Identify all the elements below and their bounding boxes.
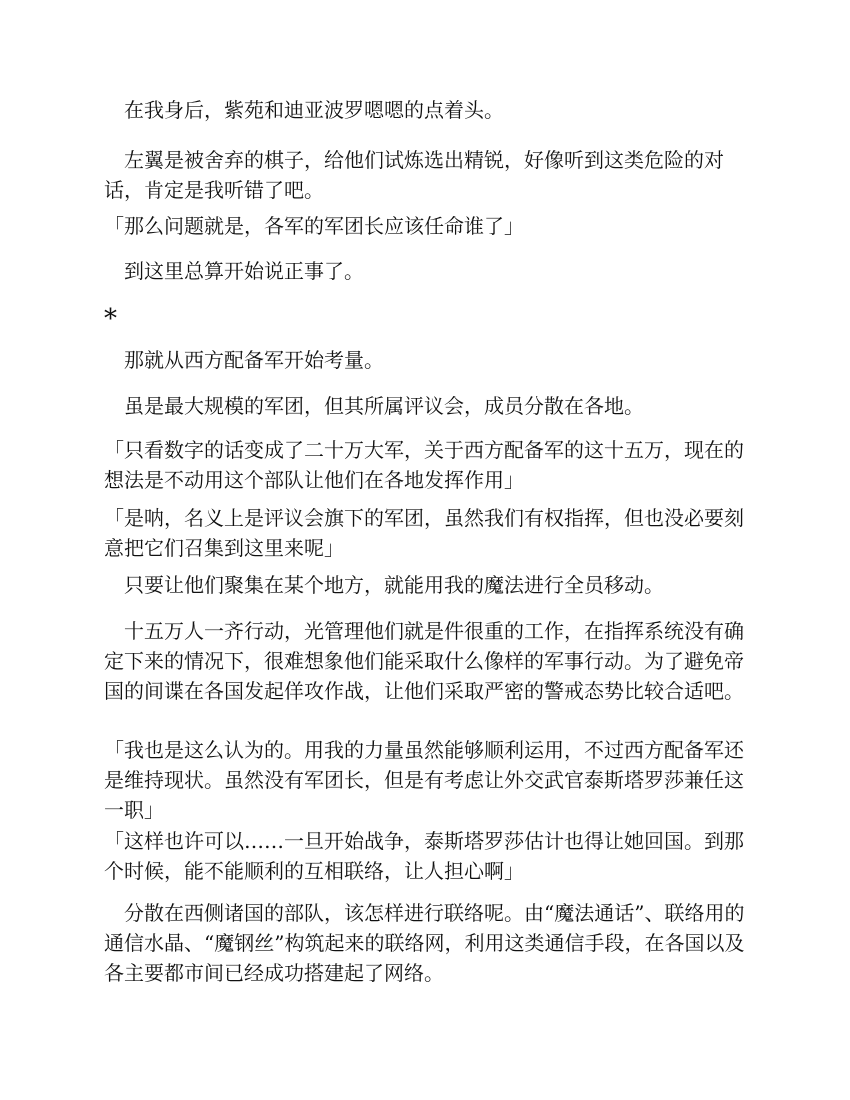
paragraph-4: 到这里总算开始说正事了。 [124,259,364,283]
paragraph-6: 虽是最大规模的军团，但其所属评议会，成员分散在各地。 [124,394,644,418]
paragraph-11-dialogue: 「我也是这么认为的。用我的力量虽然能够顺利运用，不过西方配备军还是维持现状。虽然没有军团长，但是有考虑让外交武官泰斯塔罗莎兼任这一职」 [104,738,744,822]
paragraph-8-dialogue: 「是呐，名义上是评议会旗下的军团，虽然我们有权指挥，但也没必要刻意把它们召集到这里来呢」 [104,506,744,560]
paragraph-5: 那就从西方配备军开始考量。 [124,348,384,372]
paragraph-7-dialogue: 「只看数字的话变成了二十万大军，关于西方配备军的这十五万，现在的想法是不动用这个部队让他们在各地发挥作用」 [104,438,744,492]
paragraph-3-dialogue: 「那么问题就是，各军的军团长应该任命谁了」 [104,214,524,238]
paragraph-1: 在我身后，紫苑和迪亚波罗嗯嗯的点着头。 [124,98,504,122]
paragraph-10: 十五万人一齐行动，光管理他们就是件很重的工作，在指挥系统没有确定下来的情况下，很难想象他们能采取什么像样的军事行动。为了避免帝国的间谍在各国发起佯攻作战，让他们采取严密的警戒态势比较合适吧。 [104,619,744,703]
paragraph-12-dialogue: 「这样也许可以……一旦开始战争，泰斯塔罗莎估计也得让她回国。到那个时候，能不能顺利的互相联络，让人担心啊」 [104,829,744,883]
paragraph-13: 分散在西侧诸国的部队，该怎样进行联络呢。由“魔法通话”、联络用的通信水晶、“魔钢丝”构筑起来的联络网，利用这类通信手段，在各国以及各主要都市间已经成功搭建起了网络。 [104,901,745,985]
section-break-asterisk: * [104,304,117,334]
paragraph-2: 左翼是被舍弃的棋子，给他们试炼选出精锐，好像听到这类危险的对话，肯定是我听错了吧。 [104,148,724,202]
paragraph-9: 只要让他们聚集在某个地方，就能用我的魔法进行全员移动。 [124,573,664,597]
